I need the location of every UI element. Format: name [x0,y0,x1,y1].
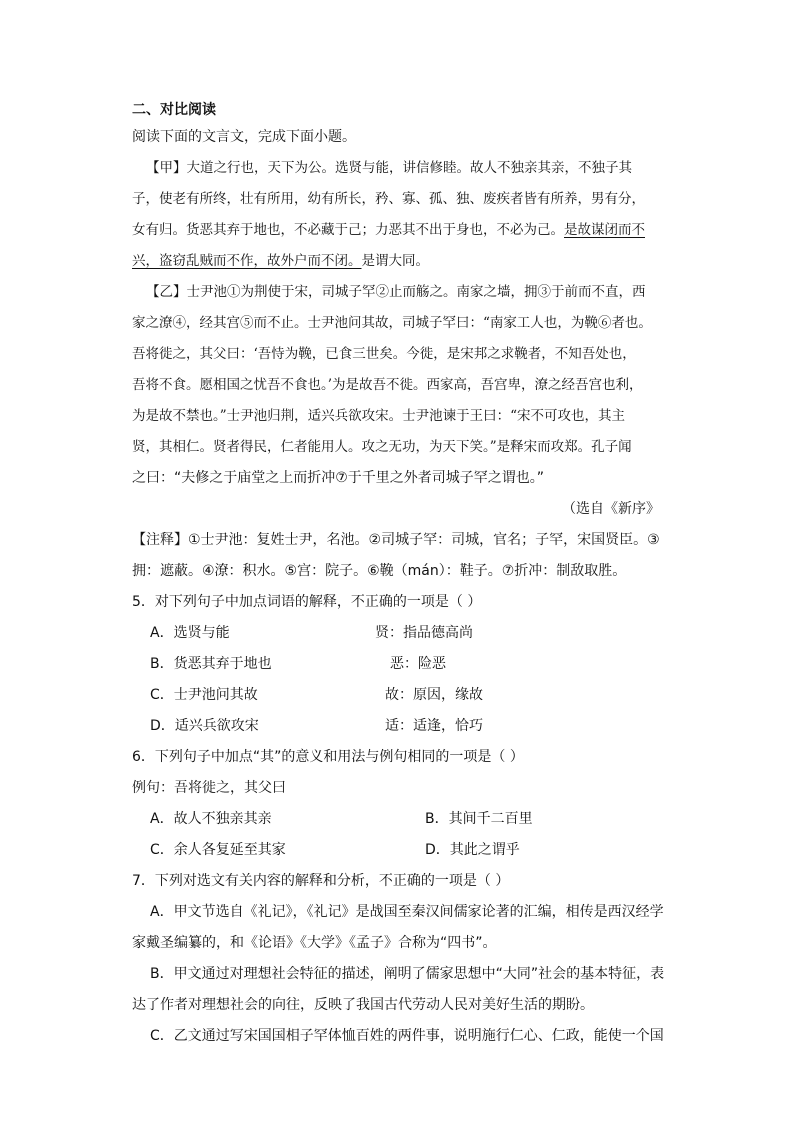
q7-line-5: C．乙文通过写宋国国相子罕体恤百姓的两件事，说明施行仁心、仁政，能使一个国 [150,1028,664,1044]
yi-line-7: 之曰：“夫修之于庙堂之上而折冲⑦于千里之外者司城子罕之谓也。” [132,470,545,486]
jia-underlined-1: 是故谋闭而不 [564,222,645,238]
q5-option-a-text: A．选贤与能 [150,625,230,641]
q5-option-b-text: B．货恶其弃于地也 [150,656,272,672]
q5-option-c-text: C．士尹池问其故 [150,687,258,703]
jia-line-4-tail: 是谓大同。 [361,253,429,269]
q5-stem: 5．对下列句子中加点词语的解释，不正确的一项是（ ） [132,594,482,610]
yi-line-1: 【乙】士尹池①为荆使于宋，司城子罕②止而觞之。南家之墙，拥③于前而不直，西 [146,284,646,300]
yi-line-4: 吾将不食。愿相国之忧吾不食也。’为是故吾不徙。西家高，吾宫卑，潦之经吾宫也利， [132,377,643,393]
notes-line-2: 拥：遮蔽。④潦：积水。⑤宫：院子。⑥鞔（mán）：鞋子。⑦折冲：制敌取胜。 [132,563,627,579]
jia-line-3 [132,215,672,246]
q6-options-row-2 [132,835,672,866]
q5-option-a-def: 贤：指品德高尚 [375,625,473,641]
q5-option-b-def: 恶：险恶 [390,656,446,672]
yi-line-2: 家之潦④，经其宫⑤而不止。士尹池问其故，司城子罕曰：“南家工人也，为鞔⑥者也。 [132,315,652,331]
q5-option-c-def: 故：原因，缘故 [385,687,483,703]
q7-line-1: A．甲文节选自《礼记》，《礼记》是战国至秦汉间儒家论著的汇编，相传是西汉经学 [150,904,664,920]
q6-option-a: A．故人不独亲其亲 [150,811,272,827]
q6-example: 例句：吾将徙之，其父曰 [132,780,286,796]
q5-option-c [132,680,672,711]
yi-source: （选自《新序》 [562,501,660,517]
q5-option-a [132,618,672,649]
notes-line-1: 【注释】①士尹池：复姓士尹，名池。②司城子罕：司城，官名；子罕，宋国贤臣。③ [132,532,660,548]
yi-line-5: 为是故不禁也。”士尹池归荆，适兴兵欲攻宋。士尹池谏于王曰：“宋不可攻也，其主 [132,408,626,424]
q5-option-d [132,711,672,742]
q7-line-2: 家戴圣编纂的，和《论语》《大学》《孟子》合称为“四书”。 [132,935,497,951]
content [132,98,672,1052]
q7-stem: 7．下列对选文有关内容的解释和分析，不正确的一项是（ ） [132,873,510,889]
q5-option-d-text: D．适兴兵欲攻宋 [150,718,259,734]
q7-line-3: B．甲文通过对理想社会特征的描述，阐明了儒家思想中“大同”社会的基本特征，表 [150,966,665,982]
q5-option-b [132,649,672,680]
yi-line-6: 贤，其相仁。贤者得民，仁者能用人。攻之无功，为天下笑。”是释宋而攻郑。孔子闻 [132,439,632,455]
jia-line-3-text: 女有归。货恶其弃于地也，不必藏于己；力恶其不出于身也，不必为己。 [132,222,564,238]
q5-option-d-def: 适：适逢，恰巧 [385,718,483,734]
jia-line-2: 子，使老有所终，壮有所用，幼有所长，矜、寡、孤、独、废疾者皆有所养，男有分， [132,191,645,207]
jia-line-4 [132,246,672,277]
q6-option-d: D．其此之谓乎 [425,842,520,858]
q6-option-c: C．余人各复延至其家 [150,842,286,858]
section-title: 二、对比阅读 [132,102,216,118]
q7-line-4: 达了作者对理想社会的向往，反映了我国古代劳动人民对美好生活的期盼。 [132,997,594,1013]
q6-options-row-1 [132,804,672,835]
q6-stem: 6．下列句子中加点“其”的意义和用法与例句相同的一项是（ ） [132,749,524,765]
yi-line-3: 吾将徙之，其父曰：‘吾恃为鞔，已食三世矣。今徙，是宋邦之求鞔者，不知吾处也， [132,346,636,362]
instruction: 阅读下面的文言文，完成下面小题。 [132,129,356,145]
q6-option-b: B．其间千二百里 [425,811,533,827]
jia-underlined-2: 兴，盗窃乱贼而不作，故外户而不闭。 [132,253,362,269]
jia-line-1: 【甲】大道之行也，天下为公。选贤与能，讲信修睦。故人不独亲其亲，不独子其 [146,160,632,176]
